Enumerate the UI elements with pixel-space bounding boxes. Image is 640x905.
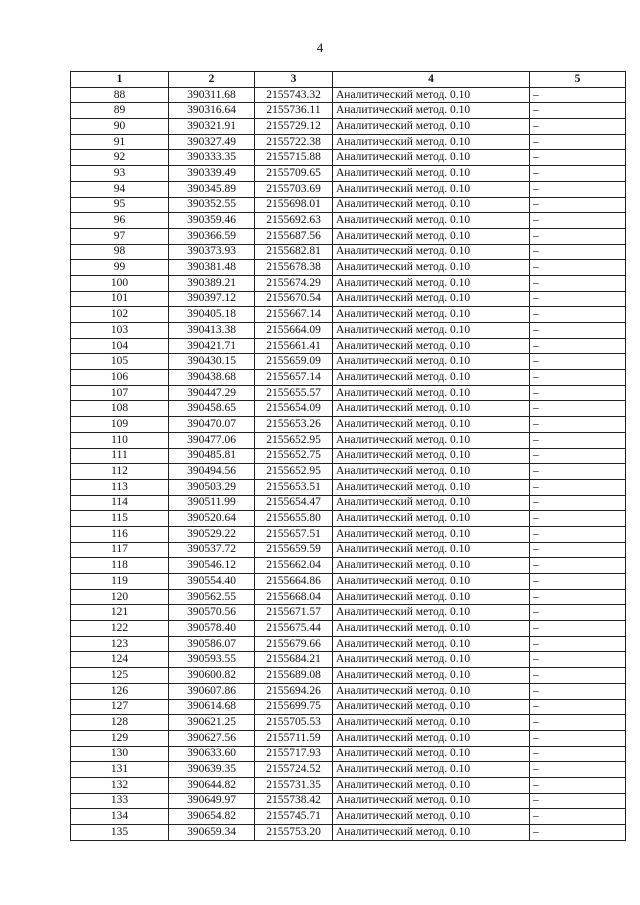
table-row <box>71 746 626 762</box>
y-coordinate-cell: 2155655.80 <box>255 511 333 527</box>
x-coordinate-cell: 390570.56 <box>169 605 255 621</box>
method-cell: Аналитический метод. 0.10 <box>333 260 530 276</box>
table-row <box>71 715 626 731</box>
table-row <box>71 652 626 668</box>
x-coordinate-cell: 390627.56 <box>169 730 255 746</box>
note-cell: – <box>530 511 626 527</box>
table-row <box>71 166 626 182</box>
method-cell: Аналитический метод. 0.10 <box>333 762 530 778</box>
table-row <box>71 699 626 715</box>
x-coordinate-cell: 390511.99 <box>169 495 255 511</box>
method-cell: Аналитический метод. 0.10 <box>333 291 530 307</box>
method-cell: Аналитический метод. 0.10 <box>333 228 530 244</box>
note-cell: – <box>530 260 626 276</box>
y-coordinate-cell: 2155694.26 <box>255 683 333 699</box>
table-row <box>71 432 626 448</box>
y-coordinate-cell: 2155671.57 <box>255 605 333 621</box>
x-coordinate-cell: 390654.82 <box>169 809 255 825</box>
point-number-cell: 120 <box>71 589 169 605</box>
point-number-cell: 113 <box>71 479 169 495</box>
x-coordinate-cell: 390321.91 <box>169 119 255 135</box>
x-coordinate-cell: 390327.49 <box>169 134 255 150</box>
table-row <box>71 354 626 370</box>
note-cell: – <box>530 715 626 731</box>
note-cell: – <box>530 636 626 652</box>
table-row <box>71 181 626 197</box>
point-number-cell: 103 <box>71 323 169 339</box>
point-number-cell: 117 <box>71 542 169 558</box>
method-cell: Аналитический метод. 0.10 <box>333 699 530 715</box>
y-coordinate-cell: 2155753.20 <box>255 825 333 841</box>
method-cell: Аналитический метод. 0.10 <box>333 385 530 401</box>
point-number-cell: 89 <box>71 103 169 119</box>
point-number-cell: 114 <box>71 495 169 511</box>
y-coordinate-cell: 2155689.08 <box>255 668 333 684</box>
note-cell: – <box>530 464 626 480</box>
table-row <box>71 401 626 417</box>
note-cell: – <box>530 746 626 762</box>
note-cell: – <box>530 166 626 182</box>
table-row <box>71 119 626 135</box>
table-row <box>71 260 626 276</box>
point-number-cell: 96 <box>71 213 169 229</box>
column-header-note: 5 <box>530 72 626 88</box>
method-cell: Аналитический метод. 0.10 <box>333 589 530 605</box>
table-row <box>71 87 626 103</box>
y-coordinate-cell: 2155687.56 <box>255 228 333 244</box>
point-number-cell: 124 <box>71 652 169 668</box>
point-number-cell: 118 <box>71 558 169 574</box>
note-cell: – <box>530 432 626 448</box>
x-coordinate-cell: 390578.40 <box>169 621 255 637</box>
point-number-cell: 132 <box>71 777 169 793</box>
method-cell: Аналитический метод. 0.10 <box>333 526 530 542</box>
x-coordinate-cell: 390607.86 <box>169 683 255 699</box>
table-row <box>71 197 626 213</box>
x-coordinate-cell: 390333.35 <box>169 150 255 166</box>
table-row <box>71 134 626 150</box>
y-coordinate-cell: 2155682.81 <box>255 244 333 260</box>
table-row <box>71 150 626 166</box>
table-row <box>71 558 626 574</box>
note-cell: – <box>530 621 626 637</box>
table-row <box>71 511 626 527</box>
method-cell: Аналитический метод. 0.10 <box>333 793 530 809</box>
point-number-cell: 135 <box>71 825 169 841</box>
method-cell: Аналитический метод. 0.10 <box>333 464 530 480</box>
note-cell: – <box>530 605 626 621</box>
note-cell: – <box>530 354 626 370</box>
point-number-cell: 126 <box>71 683 169 699</box>
column-header-y: 3 <box>255 72 333 88</box>
y-coordinate-cell: 2155653.51 <box>255 479 333 495</box>
x-coordinate-cell: 390316.64 <box>169 103 255 119</box>
table-row <box>71 809 626 825</box>
note-cell: – <box>530 244 626 260</box>
method-cell: Аналитический метод. 0.10 <box>333 511 530 527</box>
y-coordinate-cell: 2155705.53 <box>255 715 333 731</box>
table-row <box>71 291 626 307</box>
table-row <box>71 636 626 652</box>
y-coordinate-cell: 2155729.12 <box>255 119 333 135</box>
note-cell: – <box>530 542 626 558</box>
y-coordinate-cell: 2155715.88 <box>255 150 333 166</box>
method-cell: Аналитический метод. 0.10 <box>333 338 530 354</box>
method-cell: Аналитический метод. 0.10 <box>333 558 530 574</box>
y-coordinate-cell: 2155659.09 <box>255 354 333 370</box>
point-number-cell: 108 <box>71 401 169 417</box>
y-coordinate-cell: 2155655.57 <box>255 385 333 401</box>
y-coordinate-cell: 2155717.93 <box>255 746 333 762</box>
point-number-cell: 107 <box>71 385 169 401</box>
y-coordinate-cell: 2155652.95 <box>255 464 333 480</box>
method-cell: Аналитический метод. 0.10 <box>333 307 530 323</box>
table-row <box>71 621 626 637</box>
note-cell: – <box>530 213 626 229</box>
note-cell: – <box>530 574 626 590</box>
y-coordinate-cell: 2155657.14 <box>255 370 333 386</box>
x-coordinate-cell: 390397.12 <box>169 291 255 307</box>
y-coordinate-cell: 2155722.38 <box>255 134 333 150</box>
x-coordinate-cell: 390659.34 <box>169 825 255 841</box>
point-number-cell: 131 <box>71 762 169 778</box>
table-row <box>71 589 626 605</box>
note-cell: – <box>530 417 626 433</box>
point-number-cell: 97 <box>71 228 169 244</box>
y-coordinate-cell: 2155678.38 <box>255 260 333 276</box>
point-number-cell: 90 <box>71 119 169 135</box>
table-row <box>71 495 626 511</box>
point-number-cell: 93 <box>71 166 169 182</box>
table-row <box>71 275 626 291</box>
point-number-cell: 91 <box>71 134 169 150</box>
x-coordinate-cell: 390554.40 <box>169 574 255 590</box>
point-number-cell: 94 <box>71 181 169 197</box>
y-coordinate-cell: 2155724.52 <box>255 762 333 778</box>
column-header-method: 4 <box>333 72 530 88</box>
method-cell: Аналитический метод. 0.10 <box>333 197 530 213</box>
method-cell: Аналитический метод. 0.10 <box>333 479 530 495</box>
note-cell: – <box>530 668 626 684</box>
table-row <box>71 307 626 323</box>
x-coordinate-cell: 390430.15 <box>169 354 255 370</box>
x-coordinate-cell: 390600.82 <box>169 668 255 684</box>
point-number-cell: 123 <box>71 636 169 652</box>
note-cell: – <box>530 479 626 495</box>
x-coordinate-cell: 390644.82 <box>169 777 255 793</box>
note-cell: – <box>530 699 626 715</box>
x-coordinate-cell: 390311.68 <box>169 87 255 103</box>
point-number-cell: 127 <box>71 699 169 715</box>
note-cell: – <box>530 793 626 809</box>
method-cell: Аналитический метод. 0.10 <box>333 621 530 637</box>
note-cell: – <box>530 228 626 244</box>
x-coordinate-cell: 390373.93 <box>169 244 255 260</box>
point-number-cell: 100 <box>71 275 169 291</box>
note-cell: – <box>530 338 626 354</box>
y-coordinate-cell: 2155654.47 <box>255 495 333 511</box>
note-cell: – <box>530 652 626 668</box>
method-cell: Аналитический метод. 0.10 <box>333 746 530 762</box>
page-number: 4 <box>316 40 324 55</box>
y-coordinate-cell: 2155731.35 <box>255 777 333 793</box>
y-coordinate-cell: 2155709.65 <box>255 166 333 182</box>
x-coordinate-cell: 390546.12 <box>169 558 255 574</box>
y-coordinate-cell: 2155668.04 <box>255 589 333 605</box>
note-cell: – <box>530 87 626 103</box>
note-cell: – <box>530 150 626 166</box>
point-number-cell: 105 <box>71 354 169 370</box>
note-cell: – <box>530 762 626 778</box>
y-coordinate-cell: 2155657.51 <box>255 526 333 542</box>
y-coordinate-cell: 2155711.59 <box>255 730 333 746</box>
point-number-cell: 99 <box>71 260 169 276</box>
y-coordinate-cell: 2155664.09 <box>255 323 333 339</box>
point-number-cell: 125 <box>71 668 169 684</box>
table-row <box>71 213 626 229</box>
point-number-cell: 95 <box>71 197 169 213</box>
table-row <box>71 574 626 590</box>
point-number-cell: 101 <box>71 291 169 307</box>
method-cell: Аналитический метод. 0.10 <box>333 150 530 166</box>
table-row <box>71 479 626 495</box>
table-row <box>71 605 626 621</box>
x-coordinate-cell: 390458.65 <box>169 401 255 417</box>
method-cell: Аналитический метод. 0.10 <box>333 401 530 417</box>
method-cell: Аналитический метод. 0.10 <box>333 119 530 135</box>
method-cell: Аналитический метод. 0.10 <box>333 87 530 103</box>
y-coordinate-cell: 2155662.04 <box>255 558 333 574</box>
method-cell: Аналитический метод. 0.10 <box>333 103 530 119</box>
y-coordinate-cell: 2155659.59 <box>255 542 333 558</box>
x-coordinate-cell: 390649.97 <box>169 793 255 809</box>
y-coordinate-cell: 2155674.29 <box>255 275 333 291</box>
point-number-cell: 130 <box>71 746 169 762</box>
point-number-cell: 116 <box>71 526 169 542</box>
y-coordinate-cell: 2155743.32 <box>255 87 333 103</box>
x-coordinate-cell: 390438.68 <box>169 370 255 386</box>
y-coordinate-cell: 2155738.42 <box>255 793 333 809</box>
point-number-cell: 134 <box>71 809 169 825</box>
table-row <box>71 323 626 339</box>
table-row <box>71 793 626 809</box>
note-cell: – <box>530 385 626 401</box>
x-coordinate-cell: 390562.55 <box>169 589 255 605</box>
point-number-cell: 119 <box>71 574 169 590</box>
coordinates-table <box>70 71 626 841</box>
table-body <box>71 87 626 840</box>
note-cell: – <box>530 181 626 197</box>
x-coordinate-cell: 390352.55 <box>169 197 255 213</box>
table-row <box>71 762 626 778</box>
point-number-cell: 102 <box>71 307 169 323</box>
point-number-cell: 104 <box>71 338 169 354</box>
table-row <box>71 417 626 433</box>
method-cell: Аналитический метод. 0.10 <box>333 652 530 668</box>
method-cell: Аналитический метод. 0.10 <box>333 181 530 197</box>
note-cell: – <box>530 275 626 291</box>
table-row <box>71 338 626 354</box>
method-cell: Аналитический метод. 0.10 <box>333 417 530 433</box>
x-coordinate-cell: 390345.89 <box>169 181 255 197</box>
x-coordinate-cell: 390447.29 <box>169 385 255 401</box>
x-coordinate-cell: 390366.59 <box>169 228 255 244</box>
x-coordinate-cell: 390421.71 <box>169 338 255 354</box>
y-coordinate-cell: 2155703.69 <box>255 181 333 197</box>
x-coordinate-cell: 390477.06 <box>169 432 255 448</box>
note-cell: – <box>530 134 626 150</box>
table-row <box>71 103 626 119</box>
table-row <box>71 448 626 464</box>
note-cell: – <box>530 526 626 542</box>
x-coordinate-cell: 390614.68 <box>169 699 255 715</box>
method-cell: Аналитический метод. 0.10 <box>333 809 530 825</box>
point-number-cell: 88 <box>71 87 169 103</box>
table-header-row <box>71 72 626 88</box>
note-cell: – <box>530 401 626 417</box>
x-coordinate-cell: 390494.56 <box>169 464 255 480</box>
method-cell: Аналитический метод. 0.10 <box>333 683 530 699</box>
point-number-cell: 111 <box>71 448 169 464</box>
table-row <box>71 730 626 746</box>
y-coordinate-cell: 2155652.75 <box>255 448 333 464</box>
point-number-cell: 129 <box>71 730 169 746</box>
y-coordinate-cell: 2155684.21 <box>255 652 333 668</box>
y-coordinate-cell: 2155653.26 <box>255 417 333 433</box>
y-coordinate-cell: 2155675.44 <box>255 621 333 637</box>
point-number-cell: 110 <box>71 432 169 448</box>
x-coordinate-cell: 390621.25 <box>169 715 255 731</box>
table-row <box>71 244 626 260</box>
table-row <box>71 464 626 480</box>
table-row <box>71 385 626 401</box>
note-cell: – <box>530 825 626 841</box>
note-cell: – <box>530 730 626 746</box>
point-number-cell: 122 <box>71 621 169 637</box>
table-row <box>71 668 626 684</box>
note-cell: – <box>530 197 626 213</box>
y-coordinate-cell: 2155670.54 <box>255 291 333 307</box>
x-coordinate-cell: 390633.60 <box>169 746 255 762</box>
point-number-cell: 128 <box>71 715 169 731</box>
note-cell: – <box>530 323 626 339</box>
y-coordinate-cell: 2155652.95 <box>255 432 333 448</box>
note-cell: – <box>530 448 626 464</box>
point-number-cell: 98 <box>71 244 169 260</box>
method-cell: Аналитический метод. 0.10 <box>333 166 530 182</box>
method-cell: Аналитический метод. 0.10 <box>333 275 530 291</box>
x-coordinate-cell: 390485.81 <box>169 448 255 464</box>
note-cell: – <box>530 495 626 511</box>
method-cell: Аналитический метод. 0.10 <box>333 636 530 652</box>
y-coordinate-cell: 2155692.63 <box>255 213 333 229</box>
y-coordinate-cell: 2155679.66 <box>255 636 333 652</box>
point-number-cell: 106 <box>71 370 169 386</box>
method-cell: Аналитический метод. 0.10 <box>333 777 530 793</box>
method-cell: Аналитический метод. 0.10 <box>333 825 530 841</box>
point-number-cell: 121 <box>71 605 169 621</box>
method-cell: Аналитический метод. 0.10 <box>333 432 530 448</box>
point-number-cell: 115 <box>71 511 169 527</box>
method-cell: Аналитический метод. 0.10 <box>333 354 530 370</box>
table-row <box>71 683 626 699</box>
method-cell: Аналитический метод. 0.10 <box>333 668 530 684</box>
y-coordinate-cell: 2155699.75 <box>255 699 333 715</box>
note-cell: – <box>530 683 626 699</box>
x-coordinate-cell: 390529.22 <box>169 526 255 542</box>
y-coordinate-cell: 2155667.14 <box>255 307 333 323</box>
y-coordinate-cell: 2155745.71 <box>255 809 333 825</box>
table-row <box>71 825 626 841</box>
point-number-cell: 92 <box>71 150 169 166</box>
y-coordinate-cell: 2155736.11 <box>255 103 333 119</box>
x-coordinate-cell: 390405.18 <box>169 307 255 323</box>
x-coordinate-cell: 390470.07 <box>169 417 255 433</box>
table-row <box>71 542 626 558</box>
x-coordinate-cell: 390520.64 <box>169 511 255 527</box>
method-cell: Аналитический метод. 0.10 <box>333 495 530 511</box>
x-coordinate-cell: 390339.49 <box>169 166 255 182</box>
x-coordinate-cell: 390381.48 <box>169 260 255 276</box>
x-coordinate-cell: 390389.21 <box>169 275 255 291</box>
method-cell: Аналитический метод. 0.10 <box>333 574 530 590</box>
note-cell: – <box>530 809 626 825</box>
method-cell: Аналитический метод. 0.10 <box>333 605 530 621</box>
x-coordinate-cell: 390639.35 <box>169 762 255 778</box>
method-cell: Аналитический метод. 0.10 <box>333 323 530 339</box>
y-coordinate-cell: 2155654.09 <box>255 401 333 417</box>
x-coordinate-cell: 390586.07 <box>169 636 255 652</box>
note-cell: – <box>530 370 626 386</box>
method-cell: Аналитический метод. 0.10 <box>333 134 530 150</box>
method-cell: Аналитический метод. 0.10 <box>333 370 530 386</box>
method-cell: Аналитический метод. 0.10 <box>333 730 530 746</box>
point-number-cell: 112 <box>71 464 169 480</box>
note-cell: – <box>530 777 626 793</box>
column-header-point-number: 1 <box>71 72 169 88</box>
x-coordinate-cell: 390503.29 <box>169 479 255 495</box>
note-cell: – <box>530 291 626 307</box>
method-cell: Аналитический метод. 0.10 <box>333 542 530 558</box>
method-cell: Аналитический метод. 0.10 <box>333 244 530 260</box>
table-row <box>71 777 626 793</box>
y-coordinate-cell: 2155664.86 <box>255 574 333 590</box>
method-cell: Аналитический метод. 0.10 <box>333 448 530 464</box>
x-coordinate-cell: 390593.55 <box>169 652 255 668</box>
method-cell: Аналитический метод. 0.10 <box>333 213 530 229</box>
x-coordinate-cell: 390413.38 <box>169 323 255 339</box>
note-cell: – <box>530 589 626 605</box>
note-cell: – <box>530 558 626 574</box>
table-row <box>71 370 626 386</box>
note-cell: – <box>530 119 626 135</box>
x-coordinate-cell: 390359.46 <box>169 213 255 229</box>
y-coordinate-cell: 2155661.41 <box>255 338 333 354</box>
x-coordinate-cell: 390537.72 <box>169 542 255 558</box>
y-coordinate-cell: 2155698.01 <box>255 197 333 213</box>
point-number-cell: 133 <box>71 793 169 809</box>
column-header-x: 2 <box>169 72 255 88</box>
table-row <box>71 228 626 244</box>
note-cell: – <box>530 307 626 323</box>
note-cell: – <box>530 103 626 119</box>
method-cell: Аналитический метод. 0.10 <box>333 715 530 731</box>
point-number-cell: 109 <box>71 417 169 433</box>
table-row <box>71 526 626 542</box>
